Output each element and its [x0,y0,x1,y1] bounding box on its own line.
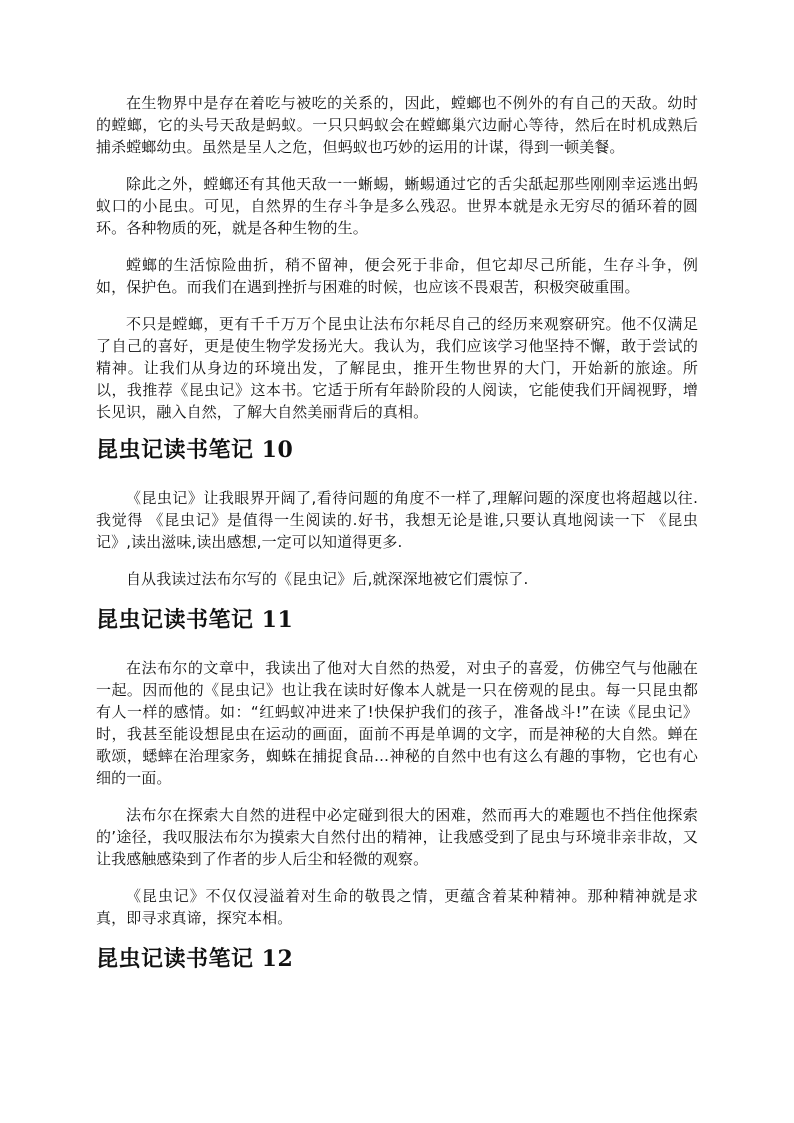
paragraph: 《昆虫记》让我眼界开阔了,看待问题的角度不一样了,理解问题的深度也将超越以往.我觉得 《昆虫记》是值得一生阅读的.好书，我想无论是谁,只要认真地阅读一下 《昆虫记》,读出滋味,读出感想,一定可以知道得更多. [96,489,698,551]
section-heading: 昆虫记读书笔记 10 [96,437,294,463]
document-page [96,92,698,996]
section-heading: 昆虫记读书笔记 11 [96,607,294,633]
paragraph: 在法布尔的文章中，我读出了他对大自然的热爱，对虫子的喜爱，仿佛空气与他融在一起。因而他的《昆虫记》也让我在读时好像本人就是一只在傍观的昆虫。每一只昆虫都有人一样的感情。如：“红蚂蚁冲进来了!快保护我们的孩子，准备战斗!”在读《昆虫记》时，我甚至能设想昆虫在运动的画面，面前不再是单调的文字，而是神秘的大自然。蝉在歌颂，蟋蟀在治理家务，蜘蛛在捕捉食品…神秘的自然中也有这么有趣的事物，它也有心细的一面。 [96,659,699,787]
paragraph: 《昆虫记》不仅仅浸溢着对生命的敬畏之情，更蕴含着某种精神。那种精神就是求真，即寻求真谛，探究本相。 [96,887,698,927]
paragraph: 螳螂的生活惊险曲折，稍不留神，便会死于非命，但它却尽己所能，生存斗争，例如，保护色。而我们在遇到挫折与困难的时候，也应该不畏艰苦，积极突破重围。 [96,256,698,296]
paragraph: 在生物界中是存在着吃与被吃的关系的，因此，螳螂也不例外的有自己的天敌。幼时的螳螂，它的头号天敌是蚂蚁。一只只蚂蚁会在螳螂巢穴边耐心等待，然后在时机成熟后捕杀螳螂幼虫。虽然是呈人之危，但蚂蚁也巧妙的运用的计谋，得到一顿美餐。 [96,94,698,156]
section-heading: 昆虫记读书笔记 12 [96,946,294,972]
paragraph: 自从我读过法布尔写的《昆虫记》后,就深深地被它们震惊了. [126,570,529,588]
paragraph: 不只是螳螂，更有千千万万个昆虫让法布尔耗尽自己的经历来观察研究。他不仅满足了自己的喜好，更是使生物学发扬光大。我认为，我们应该学习他坚持不懈，敢于尝试的精神。让我们从身边的环境出发，了解昆虫，推开生物世界的大门，开始新的旅途。所以，我推荐《昆虫记》这本书。它适于所有年龄阶段的人阅读，它能使我们开阔视野，增长见识，融入自然，了解大自然美丽背后的真相。 [96,315,698,421]
paragraph: 法布尔在探索大自然的进程中必定碰到很大的困难，然而再大的难题也不挡住他探索的’途径，我叹服法布尔为摸索大自然付出的精神，让我感受到了昆虫与环境非亲非故，又让我感触感染到了作者的步人后尘和轻微的观察。 [96,806,698,868]
section-continued [96,92,698,423]
section-note-12 [96,944,698,974]
paragraph: 除此之外，螳螂还有其他天敌一一蜥蜴，蜥蜴通过它的舌尖舐起那些刚刚幸运逃出蚂蚁口的小昆虫。可见，自然界的生存斗争是多么残忍。世界本就是永无穷尽的循环着的圆环。各种物质的死，就是各种生物的生。 [96,175,698,237]
section-note-10 [96,435,698,590]
section-note-11 [96,605,698,929]
